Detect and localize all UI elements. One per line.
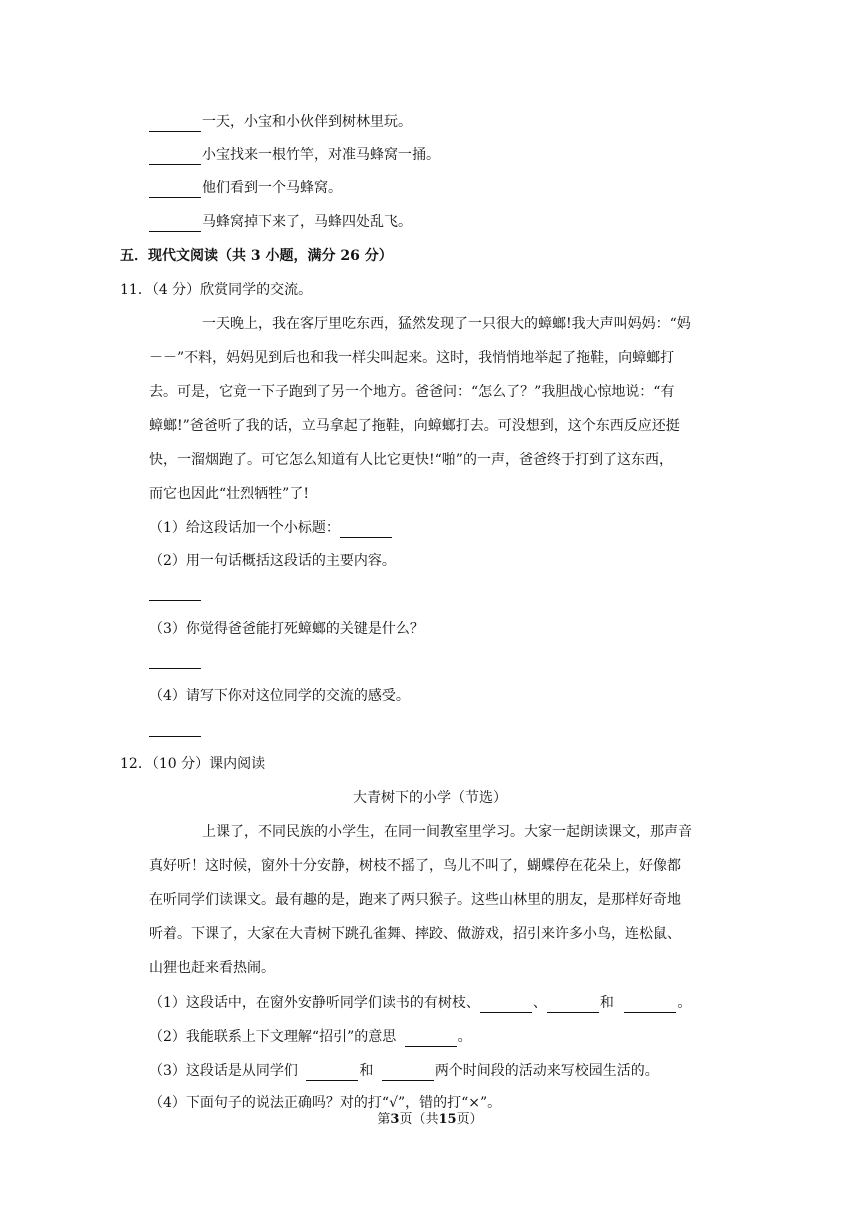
passage-line: 蟑螂!”爸爸听了我的话，立马拿起了拖鞋，向蟑螂打去。可没想到，这个东西反应还挺 bbox=[149, 418, 680, 434]
answer-blank[interactable] bbox=[624, 998, 676, 1013]
passage-line: 一天晚上，我在客厅里吃东西，猛然发现了一只很大的蟑螂!我大声叫妈妈：“妈 bbox=[202, 316, 691, 332]
page-footer: 第3页（共15页） bbox=[377, 1112, 483, 1127]
section-heading: 五．现代文阅读（共 3 小题，满分 26 分） bbox=[120, 248, 393, 264]
answer-blank[interactable] bbox=[306, 1066, 358, 1081]
answer-blank[interactable] bbox=[382, 1066, 434, 1081]
q12-sub1: （1）这段话中，在窗外安静听同学们读书的有树枝、 、 和 。 bbox=[149, 995, 692, 1011]
q12-sub3: （3）这段话是从同学们 和 两个时间段的活动来写校园生活的。 bbox=[149, 1063, 659, 1079]
q11-sub1: （1）给这段话加一个小标题： bbox=[149, 518, 393, 538]
question-11-title: 11．（4 分）欣赏同学的交流。 bbox=[120, 282, 313, 298]
passage-line: 在听同学们读课文。最有趣的是，跑来了两只猴子。这些山林里的朋友，是那样好奇地 bbox=[149, 892, 681, 908]
passage-line: 真好听！这时候，窗外十分安静，树枝不摇了，鸟儿不叫了，蝴蝶停在花朵上，好像都 bbox=[149, 858, 681, 874]
order-item bbox=[149, 112, 412, 132]
passage-title: 大青树下的小学（节选） bbox=[353, 790, 507, 806]
answer-blank[interactable] bbox=[405, 1032, 457, 1047]
page-number: 3 bbox=[390, 1112, 400, 1127]
answer-blank[interactable] bbox=[340, 523, 392, 538]
answer-blank[interactable] bbox=[149, 117, 201, 132]
passage-line: 上课了，不同民族的小学生，在同一间教室里学习。大家一起朗读课文，那声音 bbox=[202, 824, 692, 840]
passage-line: 去。可是，它竟一下子跑到了另一个地方。爸爸问：“怎么了？”我胆战心惊地说：“有 bbox=[149, 384, 675, 400]
order-item-text: 他们看到一个马蜂窝。 bbox=[202, 180, 342, 196]
question-12-title: 12．（10 分）课内阅读 bbox=[120, 756, 266, 772]
passage-line: 而它也因此“壮烈牺牲”了! bbox=[149, 486, 309, 502]
order-item-text: 一天，小宝和小伙伴到树林里玩。 bbox=[202, 114, 412, 130]
order-item-text: 小宝找来一根竹竿，对准马蜂窝一捅。 bbox=[202, 147, 440, 163]
q12-sub4: （4）下面句子的说法正确吗？对的打“√”，错的打“×”。 bbox=[149, 1095, 502, 1111]
passage-line: 听着。下课了，大家在大青树下跳孔雀舞、摔跤、做游戏，招引来许多小鸟，连松鼠、 bbox=[149, 926, 681, 942]
q11-sub3: （3）你觉得爸爸能打死蟑螂的关键是什么？ bbox=[149, 621, 424, 637]
answer-blank[interactable] bbox=[149, 668, 201, 669]
q11-sub2: （2）用一句话概括这段话的主要内容。 bbox=[149, 553, 396, 569]
answer-blank[interactable] bbox=[149, 183, 201, 198]
order-item-text: 马蜂窝掉下来了，马蜂四处乱飞。 bbox=[202, 214, 412, 230]
answer-blank[interactable] bbox=[480, 998, 532, 1013]
order-item bbox=[149, 212, 412, 232]
answer-blank[interactable] bbox=[149, 217, 201, 232]
page-total: 15 bbox=[438, 1112, 457, 1127]
answer-blank[interactable] bbox=[149, 600, 201, 601]
passage-line: 快，一溜烟跑了。可它怎么知道有人比它更快!“啪”的一声，爸爸终于打到了这东西， bbox=[149, 452, 673, 468]
answer-blank[interactable] bbox=[149, 736, 201, 737]
q12-sub2: （2）我能联系上下文理解“招引”的意思 。 bbox=[149, 1029, 472, 1045]
q11-sub4: （4）请写下你对这位同学的交流的感受。 bbox=[149, 688, 410, 704]
answer-blank[interactable] bbox=[149, 150, 201, 165]
passage-line: 山狸也赶来看热闹。 bbox=[149, 960, 275, 976]
order-item bbox=[149, 145, 440, 165]
passage-line: －－”不料，妈妈见到后也和我一样尖叫起来。这时，我悄悄地举起了拖鞋，向蟑螂打 bbox=[149, 350, 675, 366]
order-item bbox=[149, 178, 342, 198]
answer-blank[interactable] bbox=[547, 998, 599, 1013]
